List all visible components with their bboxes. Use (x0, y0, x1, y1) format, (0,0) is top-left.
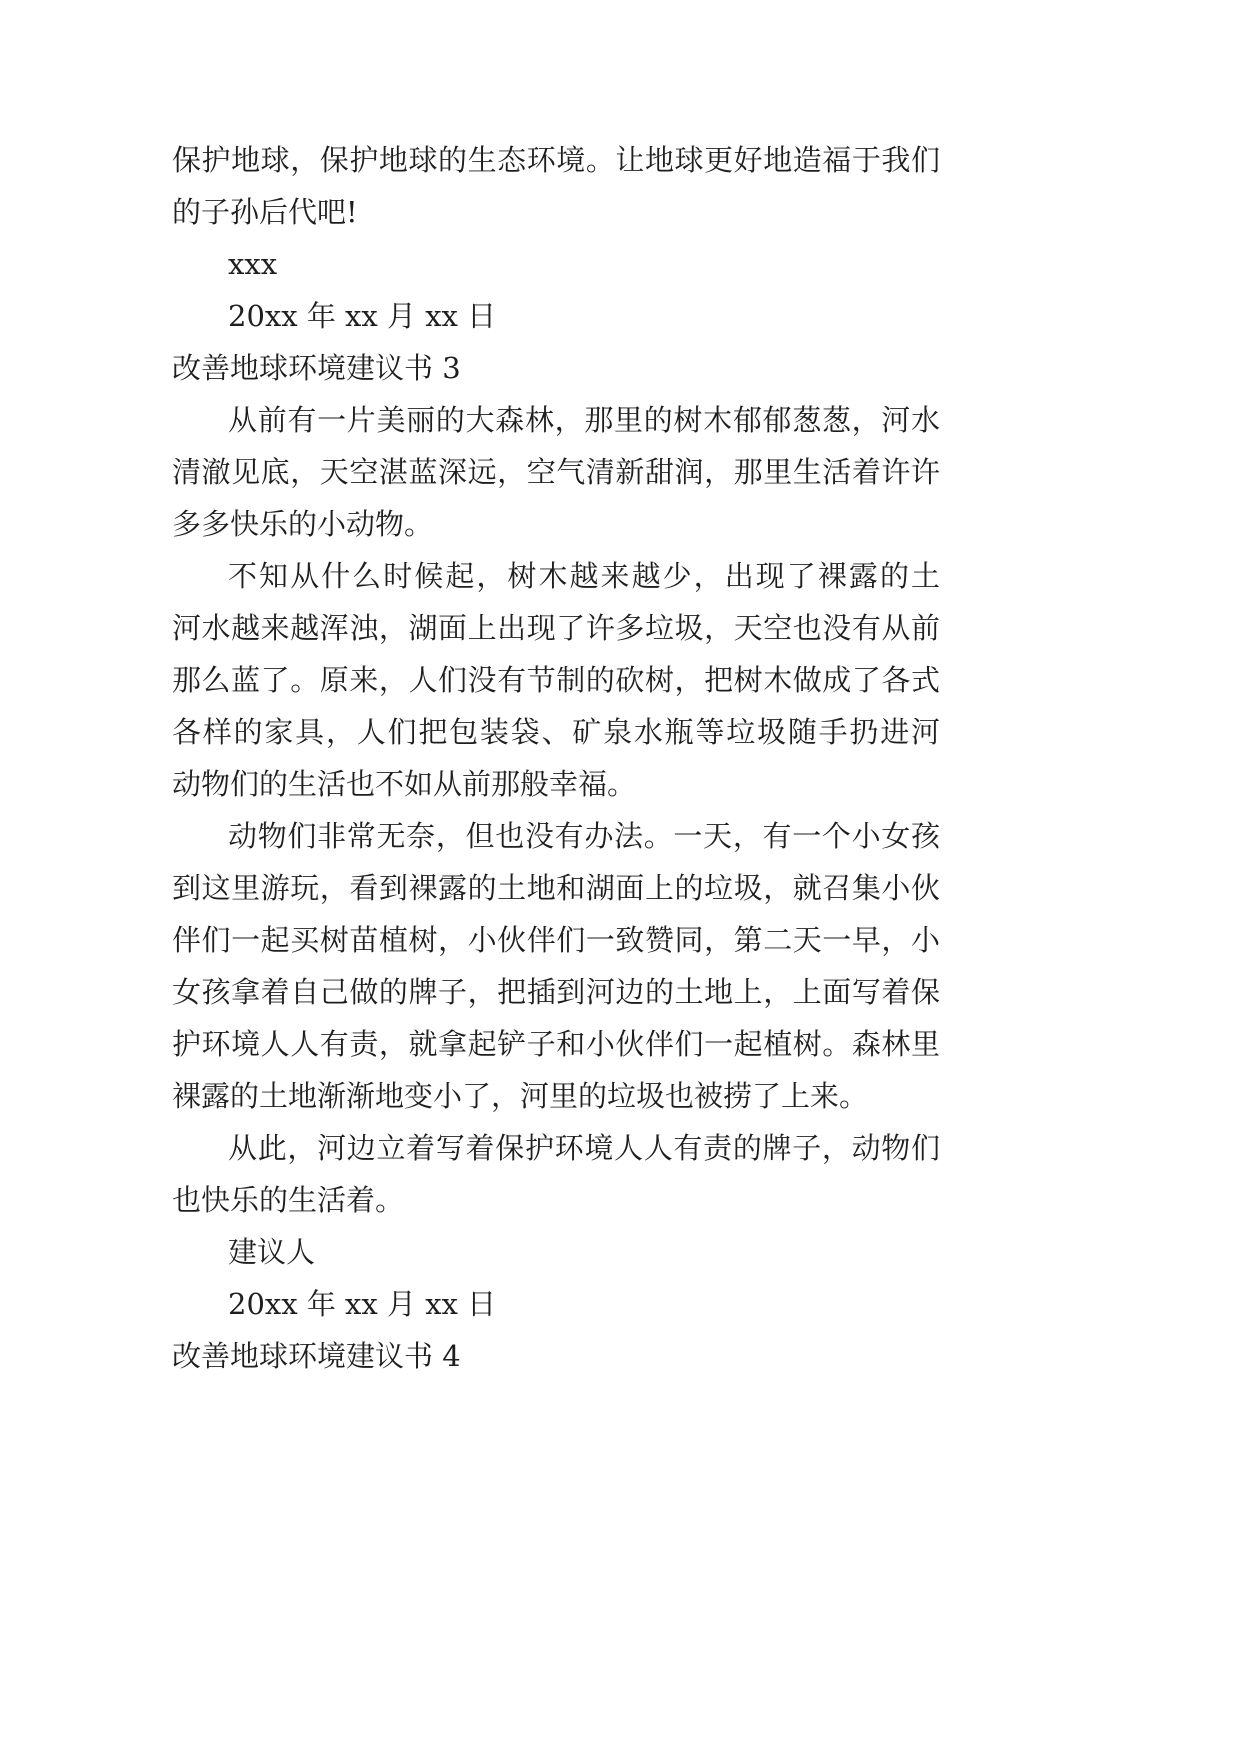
paragraph (172, 550, 940, 810)
paragraph-line: 河水越来越浑浊，湖面上出现了许多垃圾，天空也没有从前 (172, 611, 940, 645)
paragraph-line: 清澈见底，天空湛蓝深远，空气清新甜润，那里生活着许许 (172, 455, 940, 489)
document-page (172, 134, 940, 1382)
signature: xxx (228, 247, 278, 281)
paragraph-line: 不知从什么时候起，树木越来越少，出现了裸露的土 (228, 559, 940, 593)
letter-heading: 改善地球环境建议书 4 (172, 1339, 461, 1373)
paragraph-line: 裸露的土地渐渐地变小了，河里的垃圾也被捞了上来。 (172, 1079, 869, 1113)
previous-letter-closing (172, 134, 940, 342)
paragraph-line: 的子孙后代吧! (172, 195, 358, 229)
paragraph-line: 保护地球，保护地球的生态环境。让地球更好地造福于我们 (172, 143, 940, 177)
paragraph-line: 动物们非常无奈，但也没有办法。一天，有一个小女孩 (228, 819, 940, 853)
paragraph-line: 到这里游玩，看到裸露的土地和湖面上的垃圾，就召集小伙 (172, 871, 940, 905)
paragraph-line: 那么蓝了。原来，人们没有节制的砍树，把树木做成了各式 (172, 663, 940, 697)
paragraph-line: 伴们一起买树苗植树，小伙伴们一致赞同，第二天一早，小 (172, 923, 940, 957)
signature: 建议人 (228, 1235, 316, 1269)
paragraph-line: 女孩拿着自己做的牌子，把插到河边的土地上，上面写着保 (172, 975, 940, 1009)
paragraph-line: 多多快乐的小动物。 (172, 507, 434, 541)
date: 20xx 年 xx 月 xx 日 (228, 299, 497, 333)
paragraph (172, 394, 940, 550)
paragraph-line: 从此，河边立着写着保护环境人人有责的牌子，动物们 (228, 1131, 940, 1165)
paragraph (172, 1122, 940, 1226)
letter-heading: 改善地球环境建议书 3 (172, 351, 461, 385)
paragraph-line: 护环境人人有责，就拿起铲子和小伙伴们一起植树。森林里 (172, 1027, 940, 1061)
letter-3 (172, 342, 940, 1330)
paragraph-line: 动物们的生活也不如从前那般幸福。 (172, 767, 637, 801)
paragraph (172, 810, 940, 1122)
paragraph-line: 各样的家具，人们把包装袋、矿泉水瓶等垃圾随手扔进河 (172, 715, 940, 749)
paragraph-line: 从前有一片美丽的大森林，那里的树木郁郁葱葱，河水 (228, 403, 940, 437)
paragraph-line: 也快乐的生活着。 (172, 1183, 405, 1217)
letter-4 (172, 1330, 940, 1382)
date: 20xx 年 xx 月 xx 日 (228, 1287, 497, 1321)
